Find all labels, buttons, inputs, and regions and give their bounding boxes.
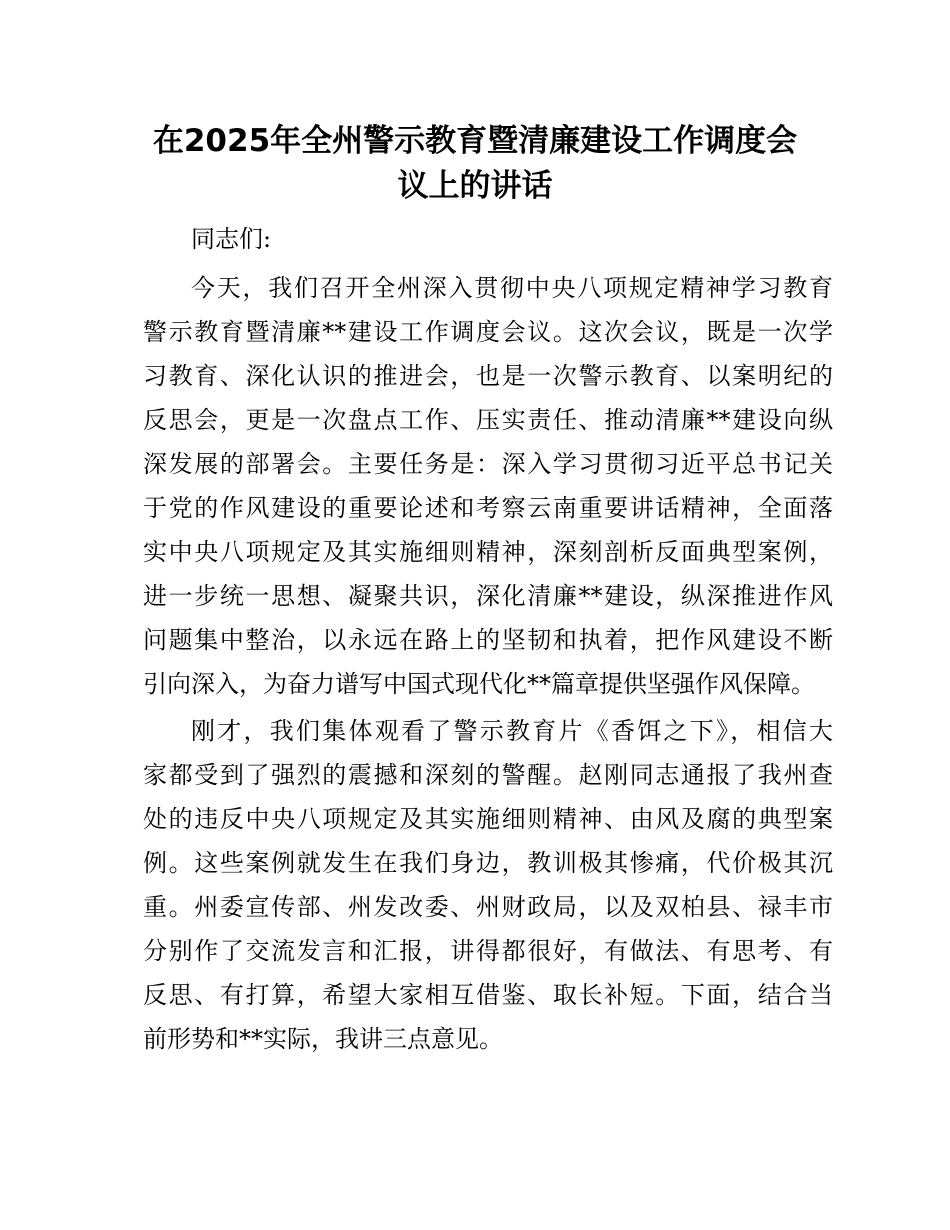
paragraph-line: 前形势和**实际，我讲三点意见。 — [143, 1025, 503, 1053]
paragraph-2 — [143, 709, 833, 1061]
paragraph-line: 刚才，我们集体观看了警示教育片《香饵之下》，相信大 — [191, 717, 833, 745]
paragraph-line: 深发展的部署会。主要任务是：深入学习贯彻习近平总书记关 — [143, 450, 833, 478]
salutation: 同志们: — [191, 225, 272, 253]
paragraph-line: 例。这些案例就发生在我们身边，教训极其惨痛，代价极其沉 — [143, 849, 833, 877]
paragraph-line: 家都受到了强烈的震撼和深刻的警醒。赵刚同志通报了我州查 — [143, 761, 833, 789]
document-title-line-2: 议上的讲话 — [397, 168, 553, 204]
paragraph-line: 反思会，更是一次盘点工作、压实责任、推动清廉**建设向纵 — [143, 406, 833, 434]
paragraph-line: 问题集中整治，以永远在路上的坚韧和执着，把作风建设不断 — [143, 626, 833, 654]
paragraph-line: 引向深入，为奋力谱写中国式现代化**篇章提供坚强作风保障。 — [143, 670, 815, 698]
paragraph-line: 进一步统一思想、凝聚共识，深化清廉**建设，纵深推进作风 — [143, 582, 833, 610]
paragraph-line: 习教育、深化认识的推进会，也是一次警示教育、以案明纪的 — [143, 362, 833, 390]
paragraph-1 — [143, 266, 833, 706]
document-title-line-1: 在2025年全州警示教育暨清廉建设工作调度会 — [152, 123, 798, 159]
paragraph-line: 于党的作风建设的重要论述和考察云南重要讲话精神，全面落 — [143, 494, 833, 522]
paragraph-line: 重。州委宣传部、州发改委、州财政局，以及双柏县、禄丰市 — [143, 893, 833, 921]
paragraph-line: 处的违反中央八项规定及其实施细则精神、由风及腐的典型案 — [143, 805, 833, 833]
paragraph-line: 分别作了交流发言和汇报，讲得都很好，有做法、有思考、有 — [143, 937, 833, 965]
paragraph-line: 今天，我们召开全州深入贯彻中央八项规定精神学习教育 — [191, 274, 833, 302]
paragraph-line: 实中央八项规定及其实施细则精神，深刻剖析反面典型案例， — [143, 538, 833, 566]
paragraph-line: 反思、有打算，希望大家相互借鉴、取长补短。下面，结合当 — [143, 981, 833, 1009]
paragraph-line: 警示教育暨清廉**建设工作调度会议。这次会议，既是一次学 — [143, 318, 833, 346]
